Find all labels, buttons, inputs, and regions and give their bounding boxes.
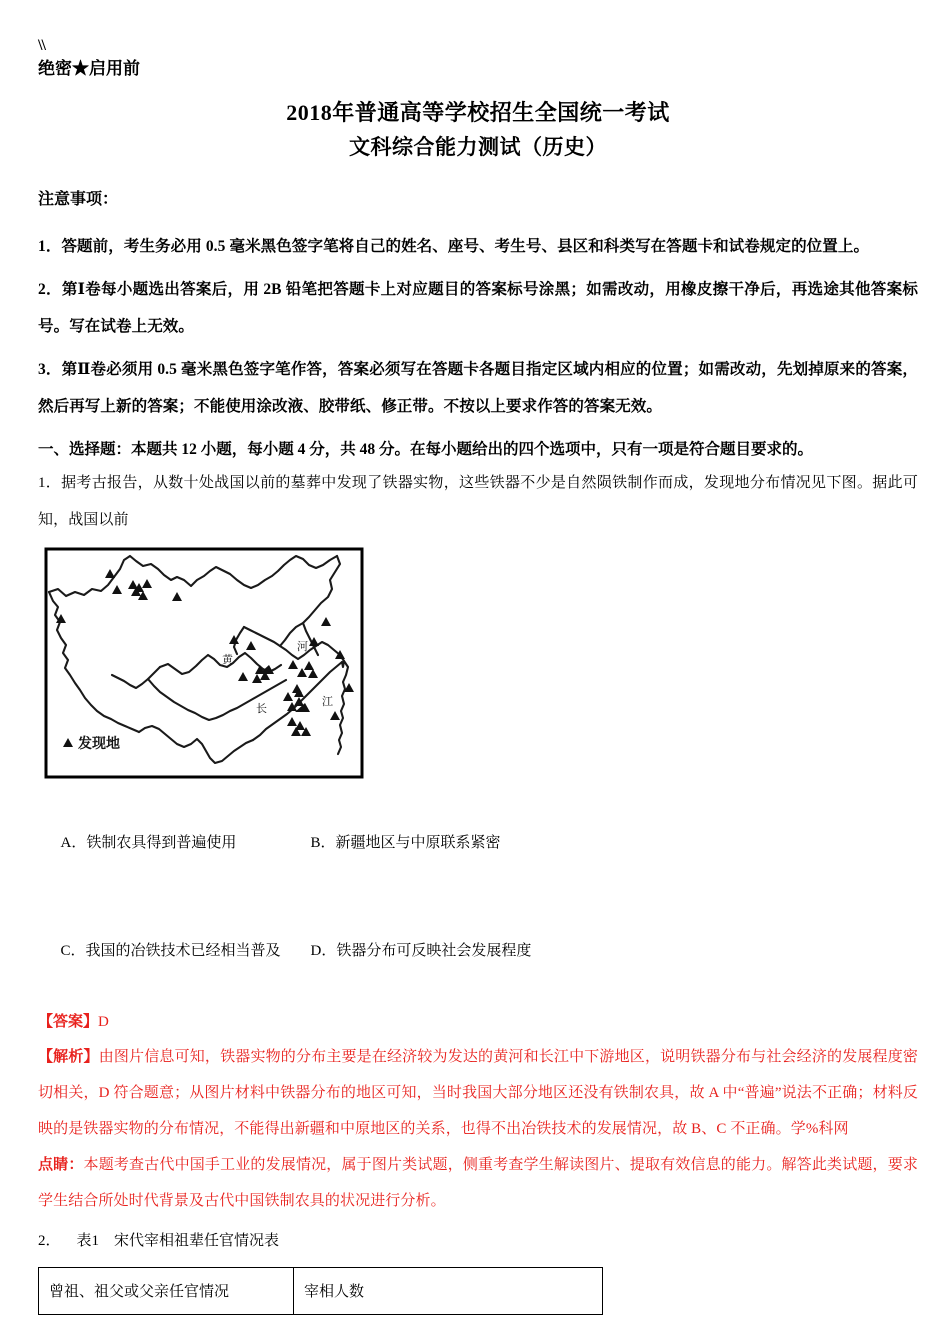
answer-value: D bbox=[98, 1014, 109, 1030]
page-subtitle: 文科综合能力测试（历史） bbox=[349, 135, 607, 159]
river-label-chang: 长 bbox=[256, 703, 267, 715]
question-1-map-figure bbox=[44, 547, 364, 779]
question-2-heading bbox=[38, 1223, 918, 1259]
question-2-table bbox=[38, 1267, 603, 1315]
question-1-options-row-1 bbox=[38, 789, 918, 897]
river-label-huang: 黄 bbox=[222, 654, 233, 666]
page-content bbox=[38, 36, 918, 1315]
confidential-notice: 绝密★启用前 bbox=[38, 59, 140, 78]
insight-text: 本题考查古代中国手工业的发展情况，属于图片类试题，侧重考查学生解读图片、提取有效信息的能力。解答此类试题，要求学生结合所处时代背景及古代中国铁制农具的状况进行分析。 bbox=[38, 1157, 918, 1209]
option-b: B．新疆地区与中原联系紧密 bbox=[310, 835, 501, 851]
question-1-options-row-2 bbox=[38, 897, 918, 1005]
notice-item-3: 3．第Ⅱ卷必须用 0.5 毫米黑色签字笔作答，答案必须写在答题卡各题目指定区域内相应的位置；如需改动，先划掉原来的答案，然后再写上新的答案；不能使用涂改液、胶带纸、修正带。不按以上要求作答的答案无效。 bbox=[38, 361, 918, 415]
china-iron-finds-map bbox=[44, 547, 364, 779]
option-d: D．铁器分布可反映社会发展程度 bbox=[310, 943, 532, 959]
answer-label: 【答案】 bbox=[38, 1014, 99, 1030]
option-a: A．铁制农具得到普遍使用 bbox=[60, 835, 237, 851]
slash-marks: \\ bbox=[38, 37, 45, 54]
table-header-cell-1: 曾祖、祖父或父亲任官情况 bbox=[39, 1268, 294, 1315]
analysis-label: 【解析】 bbox=[38, 1049, 99, 1065]
river-label-jiang: 江 bbox=[322, 696, 333, 708]
table-header-cell-2: 宰相人数 bbox=[294, 1268, 603, 1315]
option-c: C．我国的冶铁技术已经相当普及 bbox=[60, 943, 281, 959]
question-1-stem: 1．据考古报告，从数十处战国以前的墓葬中发现了铁器实物，这些铁器不少是自然陨铁制作而成，发现地分布情况见下图。据此可知，战国以前 bbox=[38, 475, 918, 528]
legend-label: 发现地 bbox=[78, 735, 120, 751]
notice-heading: 注意事项： bbox=[38, 191, 119, 208]
question-1-answer bbox=[38, 1005, 918, 1039]
question-2-table-title: 表1 宋代宰相祖辈任官情况表 bbox=[76, 1233, 280, 1249]
notice-item-1: 1．答题前，考生务必用 0.5 毫米黑色签字笔将自己的姓名、座号、考生号、县区和科类写在答题卡和试卷规定的位置上。 bbox=[38, 238, 870, 255]
question-1-analysis bbox=[38, 1039, 918, 1147]
insight-label: 点睛： bbox=[38, 1157, 84, 1173]
notice-item-2: 2．第Ⅰ卷每小题选出答案后，用 2B 铅笔把答题卡上对应题目的答案标号涂黑；如需改动，用橡皮擦干净后，再选途其他答案标号。写在试卷上无效。 bbox=[38, 281, 918, 335]
analysis-text: 由图片信息可知，铁器实物的分布主要是在经济较为发达的黄河和长江中下游地区，说明铁器分布与社会经济的发展程度密切相关，D 符合题意；从图片材料中铁器分布的地区可知，当时我国大部分地区还没有铁制农具，故 A 中“普遍”说法不正确；材料反映的是铁器实物的分布情况，不能得出新疆和中原地区的关系，也得不出冶铁技术的发展情况，故 B、C 不正确。学%科网 bbox=[38, 1049, 919, 1137]
section-heading-multiple-choice: 一、选择题：本题共 12 小题，每小题 4 分，共 48 分。在每小题给出的四个选项中，只有一项是符合题目要求的。 bbox=[38, 441, 814, 458]
table-row-header bbox=[39, 1268, 603, 1315]
page-title: 2018年普通高等学校招生全国统一考试 bbox=[286, 100, 670, 125]
question-1-insight bbox=[38, 1147, 918, 1219]
river-label-he: 河 bbox=[297, 641, 308, 653]
question-2-number: 2． bbox=[38, 1233, 61, 1249]
